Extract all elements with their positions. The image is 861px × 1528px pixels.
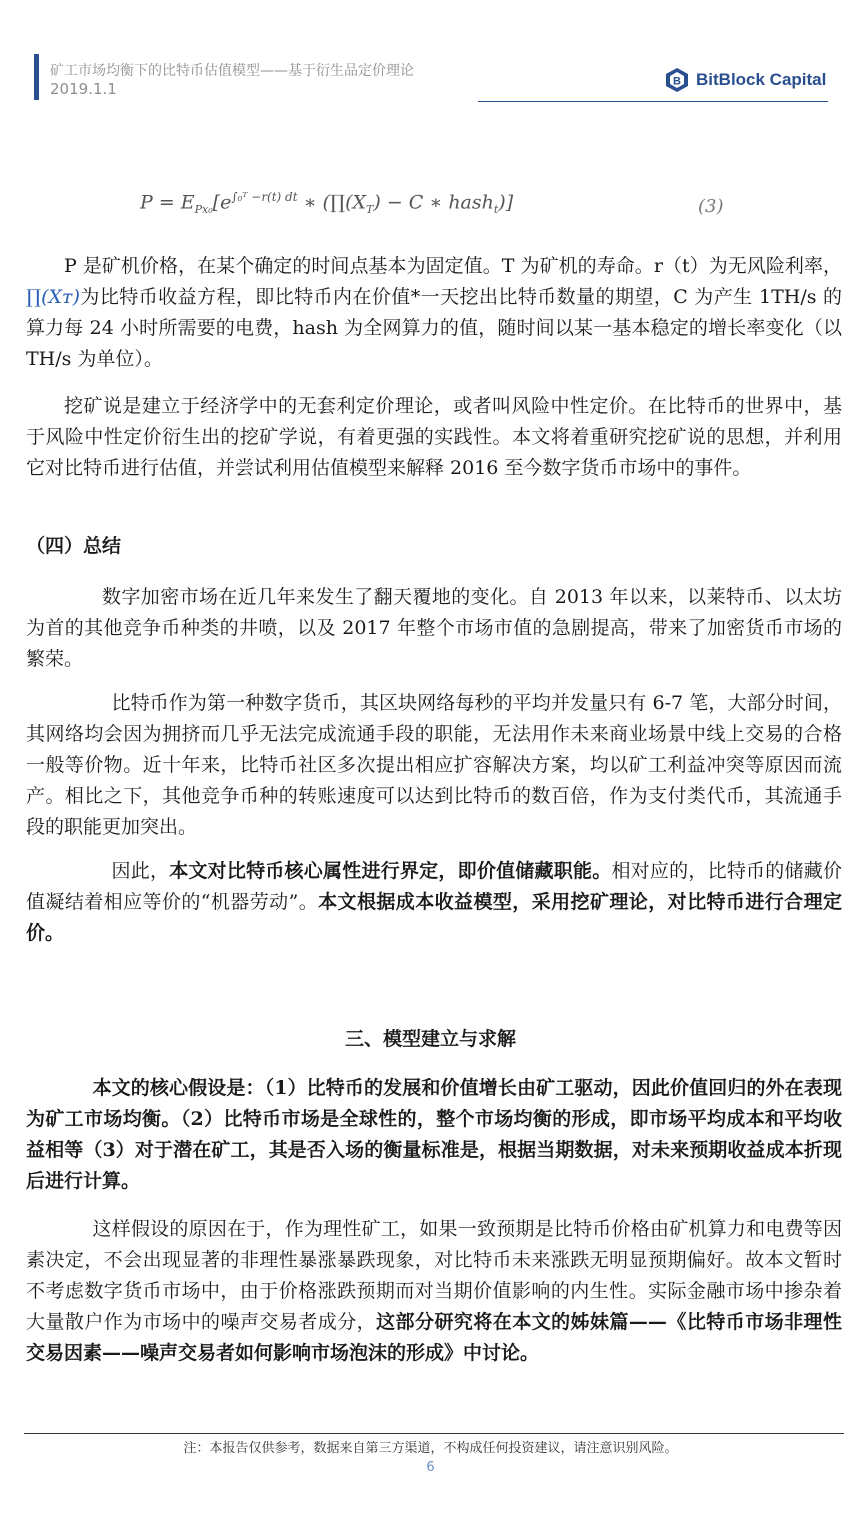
formula-subscript: Px₀ — [194, 203, 213, 217]
p5-bold-d: 本文根据成本收益模型，采用挖矿理论，对比特币进行合理定价。 — [26, 891, 842, 944]
equation-number: (3) — [698, 196, 724, 217]
page-number: 6 — [426, 1460, 435, 1475]
bitblock-logo-icon — [664, 67, 690, 93]
formula-product: ∗ (∏(X — [297, 191, 367, 214]
paragraph-core-assumptions: 本文的核心假设是：（1）比特币的发展和价值增长由矿工驱动，因此价值回归的外在表现为矿工市场均衡。（2）比特币市场是全球性的，整个市场均衡的形成，即市场平均成本和平均收益相等（3）对于潜在矿工，其是否入场的衡量标准是，根据当期数据，对未来预期收益成本折现后进行计算。 — [26, 1077, 842, 1192]
formula-hash-subscript: t — [493, 203, 499, 217]
formula-exponent: ∫₀ᵀ −r(t) dt — [231, 190, 298, 204]
p7-text-a: 这样假设的原因在于，作为理性矿工，如果一致预期是比特币价格由矿机算力和电费等因素决定，不会出现显著的非理性暴涨暴跌现象，对比特币未来涨跌无明显预期偏好。故本文暂时不考虑数字货币市场中，由于价格涨跌预期而对当期价值影响的内生性。实际金融市场中掺杂着大量散户作为市场中的噪声交易者成分， — [26, 1218, 842, 1333]
pricing-formula — [140, 190, 740, 216]
p1-text-a: P 是矿机价格，在某个确定的时间点基本为固定值。T 为矿机的寿命。r（t）为无风险利率， — [64, 255, 842, 277]
formula-xt-subscript: T — [366, 203, 374, 217]
p1-text-b: 为比特币收益方程，即比特币内在价值*一天挖出比特币数量的期望，C 为产生 1TH/s 的算力每 24 小时所需要的电费，hash 为全网算力的值，随时间以某一基本稳定的增长率变化（以 TH/s 为单位）。 — [26, 286, 842, 370]
header-divider — [478, 101, 828, 102]
disclaimer-note: 注：本报告仅供参考，数据来自第三方渠道，不构成任何投资建议，请注意识别风险。 — [183, 1441, 678, 1456]
paragraph-crypto-market: 数字加密市场在近几年来发生了翻天覆地的变化。自 2013 年以来，以莱特币、以太坊为首的其他竞争币种类的井喷，以及 2017 年整个市场市值的急剧提高，带来了加密货币市场的繁荣。 — [26, 586, 842, 670]
logo-text: BitBlock Capital — [696, 70, 827, 89]
paragraph-assumption-rationale — [26, 1214, 842, 1369]
company-logo — [664, 67, 826, 93]
p5-text-a: 因此， — [111, 860, 170, 882]
p7-bold-b: 这部分研究将在本文的姊妹篇——《比特币市场非理性交易因素——噪声交易者如何影响市场泡沫的形成》中讨论。 — [26, 1311, 842, 1364]
formula-exp-base: [e — [212, 191, 232, 214]
paragraph-variable-definitions — [26, 251, 842, 375]
section-heading-summary: （四）总结 — [26, 535, 122, 557]
product-symbol: ∏(Xᴛ) — [26, 286, 80, 308]
report-title: 矿工市场均衡下的比特币估值模型——基于衍生品定价理论 — [50, 63, 414, 79]
paragraph-value-storage — [26, 856, 842, 949]
formula-close: )] — [498, 191, 514, 214]
footer-divider — [24, 1433, 844, 1434]
p5-text-c: 相对应的，比特币的储藏价值凝结着相应等价的“机器劳动”。 — [26, 860, 842, 913]
paragraph-bitcoin-throughput: 比特币作为第一种数字货币，其区块网络每秒的平均并发量只有 6-7 笔，大部分时间，其网络均会因为拥挤而几乎无法完成流通手段的职能，无法用作未来商业场景中线上交易的合格一般等价物。近十年来，比特币社区多次提出相应扩容解决方案，均以矿工利益冲突等原因而流产。相比之下，其他竞争币种的转账速度可以达到比特币的数百倍，作为支付类代币，其流通手段的职能更加突出。 — [26, 692, 842, 838]
header-accent-bar — [34, 54, 39, 100]
paragraph-mining-theory: 挖矿说是建立于经济学中的无套利定价理论，或者叫风险中性定价。在比特币的世界中，基于风险中性定价衍生出的挖矿学说，有着更强的实践性。本文将着重研究挖矿说的思想，并利用它对比特币进行估值，并尝试利用估值模型来解释 2016 至今数字货币市场中的事件。 — [26, 395, 842, 479]
chapter-heading-model: 三、模型建立与求解 — [344, 1028, 516, 1050]
svg-text:B: B — [673, 75, 681, 88]
report-date: 2019.1.1 — [50, 80, 117, 98]
p5-bold-b: 本文对比特币核心属性进行界定，即价值储藏职能。 — [169, 860, 612, 882]
formula-cost-term: ) − C ∗ hash — [373, 191, 494, 214]
formula-lhs: P = E — [140, 191, 195, 214]
